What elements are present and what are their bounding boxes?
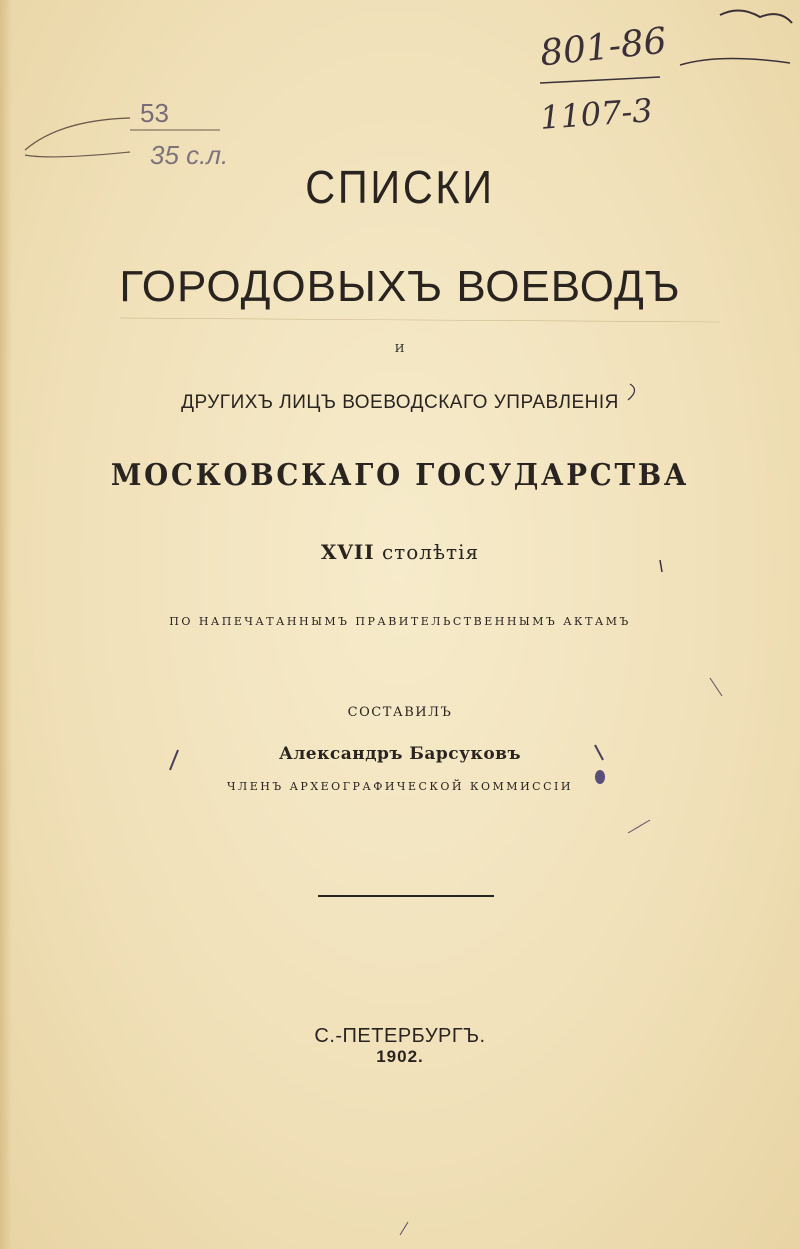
stamp-number-1: 53 [140,98,169,128]
century-numeral: XVII [320,540,375,564]
state-line: МОСКОВСКАГО ГОСУДАРСТВА [110,458,690,493]
century-word: столѣтія [381,540,480,564]
stamp-number-2: 35 с.л. [150,140,229,170]
handwritten-shelfmark-2: 1107-3 [538,91,654,137]
sources-line: ПО НАПЕЧАТАННЫМЪ ПРАВИТЕЛЬСТВЕННЫМЪ АКТАМЪ [169,615,631,628]
publication-city: С.-ПЕТЕРБУРГЪ. [314,1025,486,1047]
title-line-2: ГОРОДОВЫХЪ ВОЕВОДЪ [119,262,681,311]
author-title: ЧЛЕНЪ АРХЕОГРАФИЧЕСКОЙ КОММИССІИ [227,780,573,793]
handwritten-shelfmarks [530,5,800,135]
divider-rule [318,895,494,897]
century-line [0,540,800,564]
author-name: Александръ Барсуковъ [278,744,522,764]
composed-label: СОСТАВИЛЪ [347,705,453,720]
title-line-1: СПИСКИ [305,161,495,213]
conjunction: И [394,342,406,355]
handwritten-shelfmark-1: 801-86 [538,20,669,75]
publication-year: 1902. [376,1047,424,1066]
subtitle-line: ДРУГИХЪ ЛИЦЪ ВОЕВОДСКАГО УПРАВЛЕНІЯ [181,392,619,413]
pencil-scribble-icon [530,5,800,135]
